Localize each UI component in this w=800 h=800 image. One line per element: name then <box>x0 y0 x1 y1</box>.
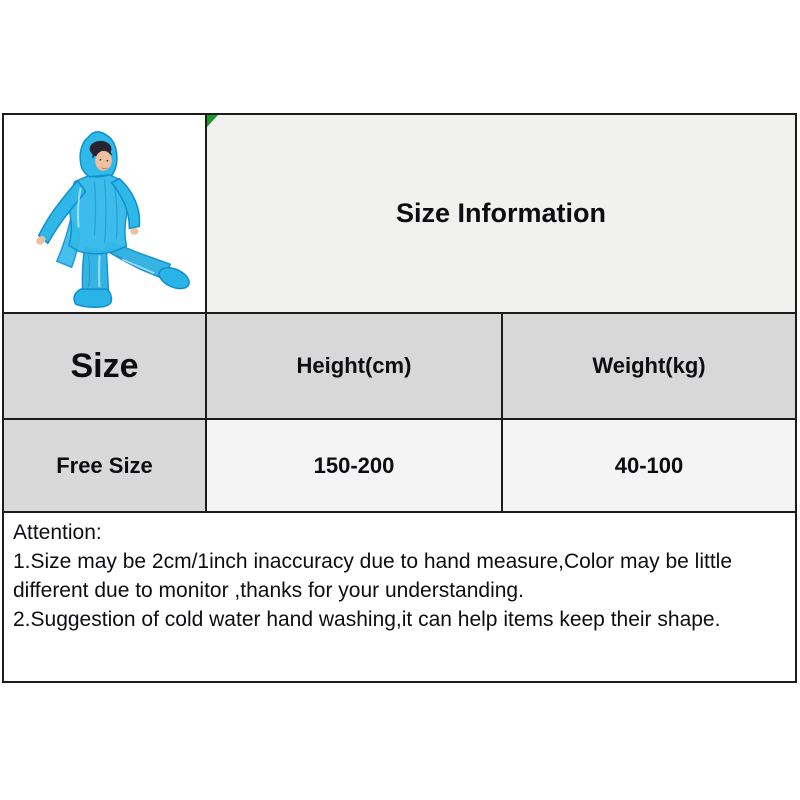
table-row <box>4 420 795 513</box>
table-row-title <box>4 115 795 314</box>
green-corner-flag-icon <box>207 115 218 127</box>
size-information-header-cell <box>207 115 795 312</box>
attention-block <box>4 513 795 681</box>
table-header-row <box>4 314 795 420</box>
product-photo-cell <box>4 115 207 312</box>
weight-value-cell: 40-100 <box>503 420 795 511</box>
size-information-title: Size Information <box>395 198 606 228</box>
attention-line-2: different due to monitor ,thanks for your understanding. <box>13 579 524 602</box>
column-header-size: Size <box>4 314 207 418</box>
attention-row <box>4 513 795 681</box>
size-value-cell: Free Size <box>4 420 207 511</box>
attention-title: Attention: <box>13 521 102 544</box>
attention-line-1: 1.Size may be 2cm/1inch inaccuracy due to hand measure,Color may be little <box>13 550 733 573</box>
height-value-cell: 150-200 <box>207 420 503 511</box>
raincoat-model-image <box>5 116 204 311</box>
column-header-weight: Weight(kg) <box>503 314 795 418</box>
size-table <box>2 113 797 683</box>
attention-line-3: 2.Suggestion of cold water hand washing,it can help items keep their shape. <box>13 608 721 631</box>
column-header-height: Height(cm) <box>207 314 503 418</box>
